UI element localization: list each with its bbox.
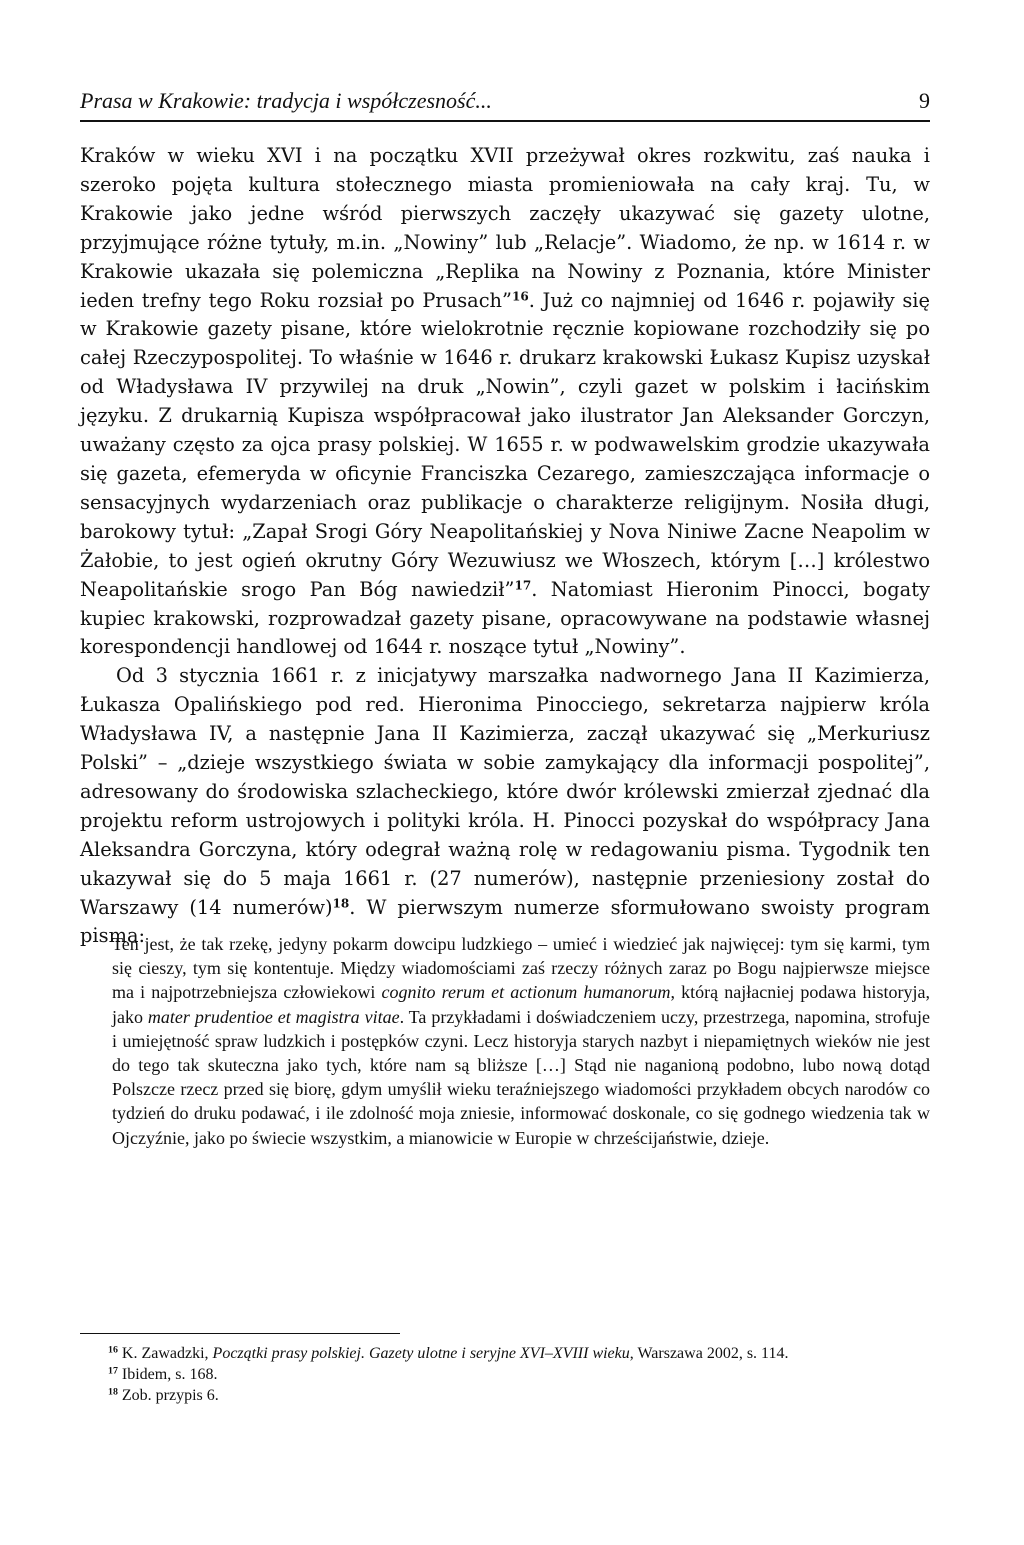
- footnote-text: Zob. przypis 6.: [117, 1387, 219, 1404]
- block-quote: [112, 932, 930, 1150]
- footnote-ref-17: 17: [514, 577, 532, 592]
- paragraph-text: . Natomiast Hieronim Pinocci, bogaty kupiec krakowski, rozprowadzał gazety pisane, opracowywane na podstawie własnej korespondencji handlowej od 1644 r. noszące tytuł „Nowiny”.: [80, 577, 930, 659]
- latin-phrase: mater prudentioe et magistra vitae: [147, 1006, 400, 1027]
- paragraph-2: [80, 662, 930, 951]
- paragraph-text: . W pierwszym numerze sformułowano swoisty program pisma:: [80, 895, 930, 948]
- paragraph-text: Od 3 stycznia 1661 r. z inicjatywy marszałka nadwornego Jana II Kazimierza, Łukasza Opalińskiego pod red. Hieronima Pinocciego, sekretarza najpierw króla Władysława IV, a następnie Jana II Kazimierza, zaczął ukazywać się „Merkuriusz Polski” – „dzieje wszystkiego świata w sobie zamykający dla informacji pospolitej”, adresowany do środowiska szlacheckiego, które dwór królewski zmierzał zjednać dla projektu reform ustrojowych i polityki króla. H. Pinocci pozyskał do współpracy Jana Aleksandra Gorczyna, który odegrał ważną rolę w redagowaniu pisma. Tygodnik ten ukazywał się do 5 maja 1661 r. (27 numerów), następnie przeniesiony został do Warszawy (14 numerów): [80, 664, 930, 919]
- quote-text: , którą najłacniej podawa historyja, jako: [112, 982, 931, 1027]
- footnote-number: 16: [108, 1344, 118, 1356]
- body-text: [80, 142, 930, 951]
- footnote-text: , Warszawa 2002, s. 114.: [629, 1345, 789, 1362]
- running-title: Prasa w Krakowie: tradycja i współczesność...: [80, 88, 492, 113]
- page-header: [80, 88, 930, 122]
- footnote-title: Początki prasy polskiej. Gazety ulotne i seryjne XVI–XVIII wieku: [212, 1345, 630, 1362]
- paragraph-text: Kraków w wieku XVI i na początku XVII przeżywał okres rozkwitu, zaś nauka i szeroko pojęta kultura stołecznego miasta promieniowała na cały kraj. Tu, w Krakowie jako jedne wśród pierwszych zaczęły ukazywać się gazety ulotne, przyjmujące różne tytuły, m.in. „Nowiny” lub „Relacje”. Wiadomo, że np. w 1614 r. w Krakowie ukazała się polemiczna „Replika na Nowiny z Poznania, które Minister ieden trefny tego Roku rozsiał po Prusach”: [80, 144, 930, 312]
- latin-phrase: cognito rerum et actionum humanorum: [381, 982, 671, 1003]
- paragraph-text: . Już co najmniej od 1646 r. pojawiły się w Krakowie gazety pisane, które wielokrotnie ręcznie kopiowane rozchodziły się po całej Rzeczypospolitej. To właśnie w 1646 r. drukarz krakowski Łukasz Kupisz uzyskał od Władysława IV przywilej na druk „Nowin”, czyli gazet w polskim i łacińskim języku. Z drukarnią Kupisza współpracował jako ilustrator Jan Aleksander Gorczyn, uważany często za ojca prasy polskiej. W 1655 r. w podwawelskim grodzie ukazywała się gazeta, efemeryda w oficynie Franciszka Cezarego, zamieszczająca informacje o sensacyjnych wydarzeniach oraz publikacje o charakterze religijnym. Nosiła długi, barokowy tytuł: „Zapał Srogi Góry Neapolitańskiej y Nova Niniwe Zacne Neapolim w Żałobie, to jest ogień okrutny Góry Wezuwiusz we Włoszech, którym […] królestwo Neapolitańskie srogo Pan Bóg nawiedził”: [80, 288, 930, 601]
- footnote-ref-16: 16: [511, 288, 529, 303]
- footnote-number: 18: [108, 1386, 118, 1398]
- footnote-divider: [80, 1333, 400, 1334]
- paragraph-1: [80, 142, 930, 662]
- footnote-number: 17: [108, 1365, 118, 1377]
- footnote-16: [80, 1343, 930, 1364]
- footnote-18: [80, 1385, 930, 1406]
- footnotes: [80, 1343, 930, 1406]
- footnote-text: Ibidem, s. 168.: [117, 1366, 218, 1383]
- quote-text: . Ta przykładami i doświadczeniem uczy, przestrzega, napomina, strofuje i umiejętność spraw ludzkich i postępków czyni. Lecz historyja starych nazbyt i niepamiętnych wieków nie jest do tego tak skuteczna jako tych, które nam są bliższe […] Stąd nie naganioną podobno, lubo nową dotąd Polszcze rzecz przed się biorę, gdym umyślił wieku teraźniejszego wiadomości przykładem obcych narodów co tydzień do druku podawać, i ile zdolność moja zniesie, informować doskonale, co się godnego wiedzenia tak w Ojczyźnie, jako po świecie wszystkim, a mianowicie w Europie w chrześcijaństwie, dzieje.: [112, 1006, 930, 1148]
- footnote-ref-18: 18: [332, 895, 350, 910]
- page-number: 9: [919, 88, 930, 113]
- footnote-17: [80, 1364, 930, 1385]
- quote-text: Ten jest, że tak rzekę, jedyny pokarm dowcipu ludzkiego – umieć i wiedzieć jak najwięcej: tym się karmi, tym się cieszy, tym się kontentuje. Między wiadomościami zaś rzeczy różnych zaraz po Bogu najpierwsze miejsce ma i najpotrzebniejsza człowiekowi: [112, 934, 930, 1003]
- footnote-text: K. Zawadzki,: [117, 1345, 213, 1362]
